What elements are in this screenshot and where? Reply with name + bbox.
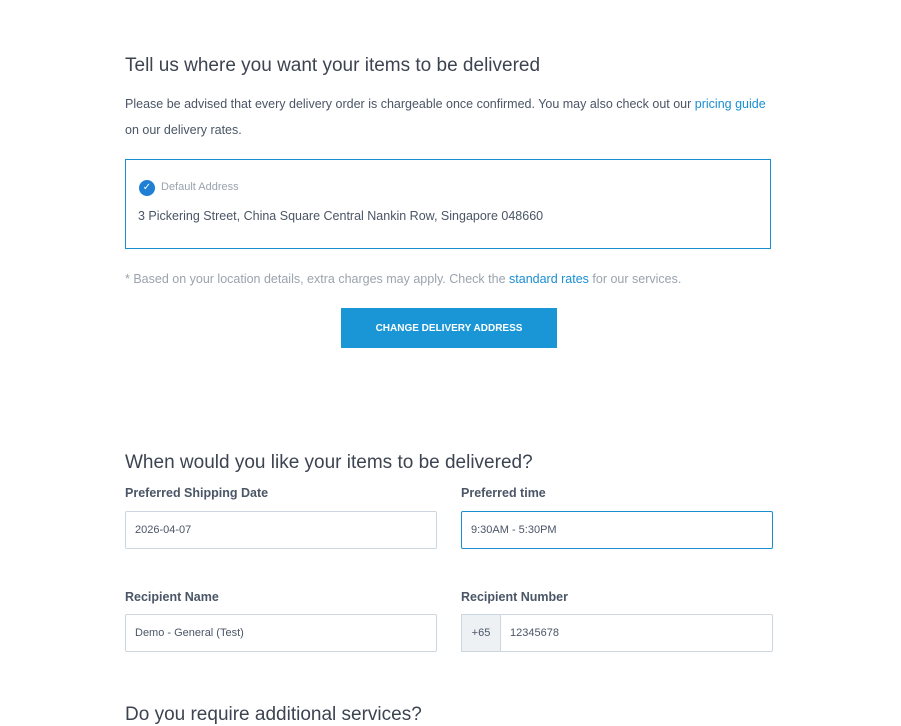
intro-text-2: on our delivery rates. xyxy=(125,123,242,137)
recipient-name-input[interactable]: Demo - General (Test) xyxy=(125,614,437,652)
rates-note xyxy=(125,272,681,286)
recipient-number-input[interactable]: 12345678 xyxy=(500,614,773,652)
preferred-time-label: Preferred time xyxy=(461,486,546,500)
change-delivery-address-button[interactable]: CHANGE DELIVERY ADDRESS xyxy=(341,308,557,348)
default-address-card[interactable] xyxy=(125,159,771,249)
shipping-date-label: Preferred Shipping Date xyxy=(125,486,269,500)
standard-rates-link[interactable]: standard rates xyxy=(509,272,589,286)
additional-services-heading: Do you require additional services? xyxy=(125,704,422,725)
preferred-time-select[interactable]: 9:30AM - 5:30PM xyxy=(461,511,773,549)
recipient-number-label: Recipient Number xyxy=(461,590,568,604)
delivery-time-heading: When would you like your items to be delivered? xyxy=(125,452,533,473)
shipping-date-input[interactable]: 2026-04-07 xyxy=(125,511,437,549)
note-suffix: for our services. xyxy=(588,272,682,286)
note-text: * Based on your location details, extra charges may apply. Check the xyxy=(125,272,510,286)
recipient-name-label: Recipient Name xyxy=(125,590,219,604)
address-text: 3 Pickering Street, China Square Central Nankin Row, Singapore 048660 xyxy=(138,209,544,223)
default-address-label: Default Address xyxy=(161,181,239,193)
check-icon: ✓ xyxy=(139,180,155,196)
delivery-location-heading: Tell us where you want your items to be delivered xyxy=(125,55,541,76)
delivery-intro xyxy=(125,97,785,111)
pricing-guide-link[interactable]: pricing guide xyxy=(694,97,766,111)
country-code-prefix: +65 xyxy=(461,614,501,652)
intro-text: Please be advised that every delivery order is chargeable once confirmed. You may also check out our xyxy=(125,97,695,111)
